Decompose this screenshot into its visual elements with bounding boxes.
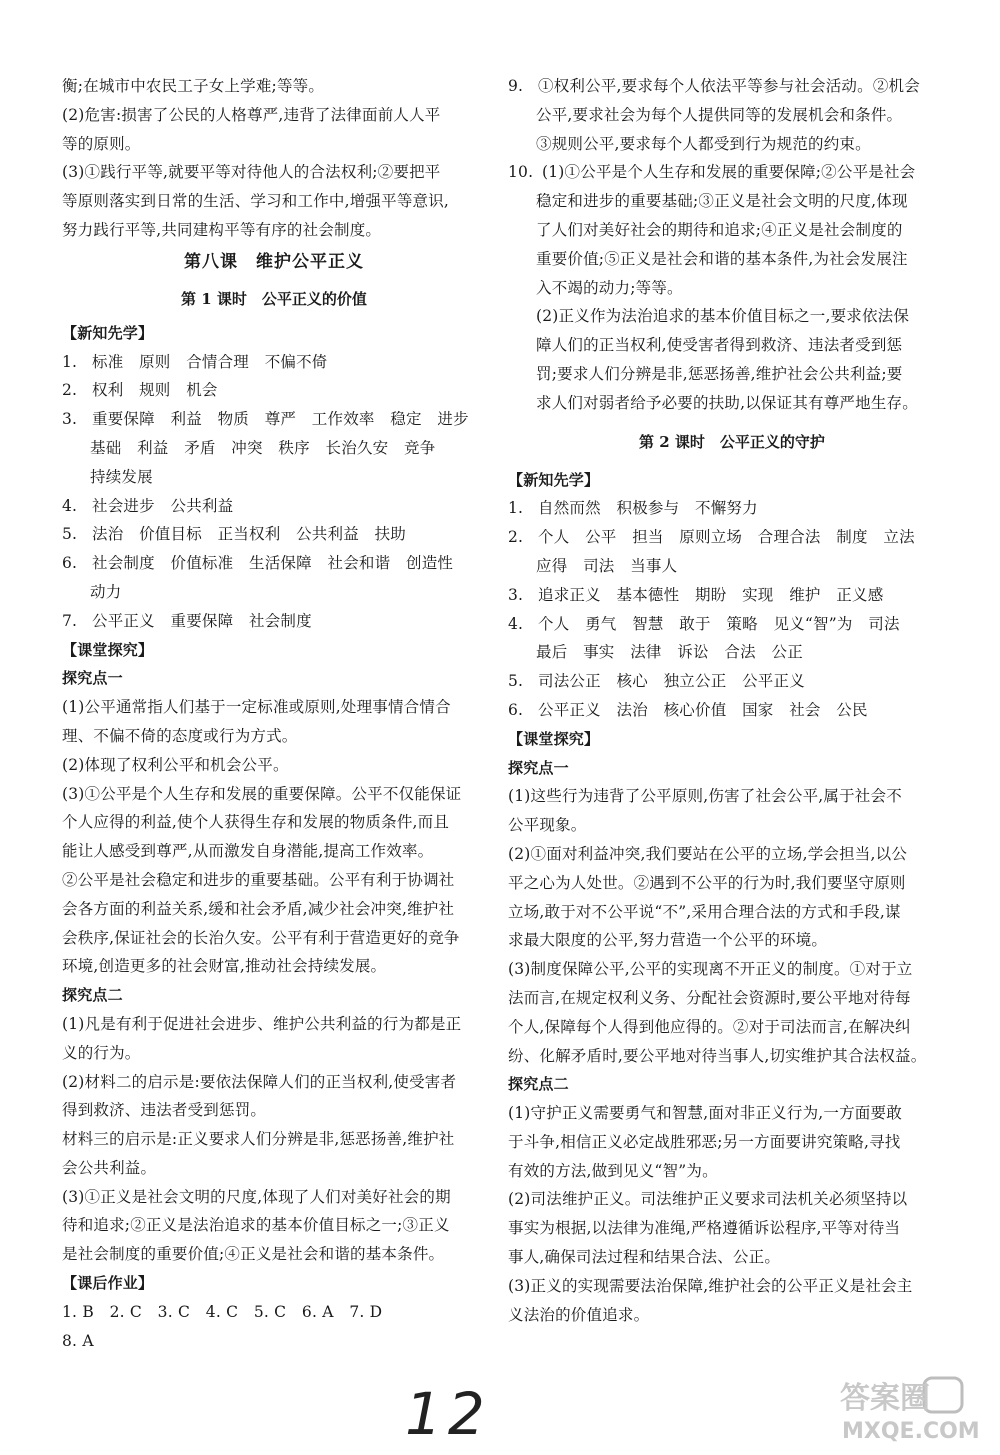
item-continuation: 应得 司法 当事人 xyxy=(536,556,678,575)
item-number: 2. xyxy=(508,528,524,547)
watermark-logo xyxy=(832,1374,982,1446)
section-title: 第 2 课时 公平正义的守护 xyxy=(639,432,825,451)
text-line: (3)①公平是个人生存和发展的重要保障。公平不仅能保证 xyxy=(62,784,462,803)
answer-line xyxy=(62,549,486,578)
item-continuation: 基础 利益 矛盾 冲突 秩序 长治久安 竞争 xyxy=(90,438,436,457)
text-line: (1)公平通常指人们基于一定标准或原则,处理事情合情合 xyxy=(62,698,451,717)
text-line: 法而言,在规定权利义务、分配社会资源时,要公平地对待每 xyxy=(508,988,911,1007)
item-number: 4. xyxy=(508,614,524,633)
text-line: 理、不偏不倚的态度或行为方式。 xyxy=(62,726,298,745)
watermark-url: MXQE.COM xyxy=(842,1419,980,1444)
item-number: 5. xyxy=(62,525,78,544)
text-line: 会公共利益。 xyxy=(62,1158,157,1177)
subsection-heading: 探究点二 xyxy=(62,986,123,1005)
text-line: (2)危害:损害了公民的人格尊严,违背了法律面前人人平 xyxy=(62,105,441,124)
answer-line xyxy=(62,492,486,521)
text-line: 努力践行平等,共同建构平等有序的社会制度。 xyxy=(62,220,382,239)
item-text: 法治 价值目标 正当权利 公共利益 扶助 xyxy=(92,525,407,544)
item-continuation: 持续发展 xyxy=(90,467,153,486)
handwritten-page-number: 12 xyxy=(405,1380,491,1448)
item-continuation: 了人们对美好社会的期待和追求;④正义是社会制度的 xyxy=(536,220,903,239)
answer-line xyxy=(62,348,486,377)
text-line: (3)正义的实现需要法治保障,维护社会的公平正义是社会主 xyxy=(508,1276,913,1295)
watermark-brand: 答案圈 xyxy=(840,1381,930,1416)
item-number: 6. xyxy=(62,554,78,573)
text-line: 得到救济、违法者受到惩罚。 xyxy=(62,1101,267,1120)
text-line: 等原则落实到日常的生活、学习和工作中,增强平等意识, xyxy=(62,192,450,211)
text-line: (3)①践行平等,就要平等对待他人的合法权利;②要把平 xyxy=(62,163,441,182)
text-line: 公平现象。 xyxy=(508,816,587,835)
item-continuation: 最后 事实 法律 诉讼 合法 公正 xyxy=(536,643,803,662)
answer-line xyxy=(508,581,956,610)
text-line: (1)这些行为违背了公平原则,伤害了社会公平,属于社会不 xyxy=(508,787,902,806)
text-line: 是社会制度的重要价值;④正义是社会和谐的基本条件。 xyxy=(62,1245,445,1264)
text-line: 纷、化解矛盾时,要公平地对待当事人,切实维护其合法权益。 xyxy=(508,1046,927,1065)
text-line: (3)①正义是社会文明的尺度,体现了人们对美好社会的期 xyxy=(62,1187,451,1206)
lesson-title: 第八课 维护公平正义 xyxy=(184,251,364,272)
item-text: 权利 规则 机会 xyxy=(92,381,218,400)
text-line: 会秩序,保证社会的长治久安。公平有利于营造更好的竞争 xyxy=(62,928,460,947)
text-line: 义的行为。 xyxy=(62,1043,141,1062)
item-continuation: ③规则公平,要求每个人都受到行为规范的约束。 xyxy=(536,134,871,153)
answer-line xyxy=(508,494,956,523)
item-text: 追求正义 基本德性 期盼 实现 维护 正义感 xyxy=(538,585,884,604)
text-line: 待和追求;②正义是法治追求的基本价值目标之一;③正义 xyxy=(62,1216,450,1235)
answer-line xyxy=(508,72,956,101)
item-text: (1)①公平是个人生存和发展的重要保障;②公平是社会 xyxy=(542,163,916,182)
item-continuation: 公平,要求社会为每个人提供同等的发展机会和条件。 xyxy=(536,105,903,124)
item-text: 重要保障 利益 物质 尊严 工作效率 稳定 进步 xyxy=(92,410,469,429)
text-line: 能让人感受到尊严,从而激发自身潜能,提高工作效率。 xyxy=(62,842,434,861)
item-continuation: 罚;要求人们分辨是非,惩恶扬善,维护社会公共利益;要 xyxy=(536,364,903,383)
item-continuation: 障人们的正当权利,使受害者得到救济、违法者受到惩 xyxy=(536,336,903,355)
right-column xyxy=(508,72,956,1329)
item-text: 社会制度 价值标准 生活保障 社会和谐 创造性 xyxy=(92,554,454,573)
answer-line xyxy=(62,607,486,636)
answer-key-line: 8. A xyxy=(62,1331,94,1350)
item-text: 个人 勇气 智慧 敢于 策略 见义“智”为 司法 xyxy=(538,614,900,633)
section-heading: 【新知先学】 xyxy=(508,470,600,489)
text-line: 于斗争,相信正义必定战胜邪恶;另一方面要讲究策略,寻找 xyxy=(508,1132,901,1151)
subsection-heading: 探究点一 xyxy=(508,758,569,777)
item-number: 7. xyxy=(62,611,78,630)
item-number: 4. xyxy=(62,496,78,515)
text-line: 个人,保障每个人得到他应得的。②对于司法而言,在解决纠 xyxy=(508,1017,911,1036)
item-text: 个人 公平 担当 原则立场 合理合法 制度 立法 xyxy=(538,528,915,547)
text-line: 材料三的启示是:正义要求人们分辨是非,惩恶扬善,维护社 xyxy=(62,1130,455,1149)
text-line: (1)凡是有利于促进社会进步、维护公共利益的行为都是正 xyxy=(62,1014,462,1033)
item-text: 标准 原则 合情合理 不偏不倚 xyxy=(92,352,328,371)
item-text: 自然而然 积极参与 不懈努力 xyxy=(538,499,758,518)
text-line: (3)制度保障公平,公平的实现离不开正义的制度。①对于立 xyxy=(508,960,913,979)
item-continuation: 动力 xyxy=(90,582,122,601)
item-text: 公平正义 法治 核心价值 国家 社会 公民 xyxy=(538,700,868,719)
answer-line xyxy=(62,520,486,549)
text-line: 会各方面的利益关系,缓和社会矛盾,减少社会冲突,维护社 xyxy=(62,899,455,918)
watermark-logo-graphic xyxy=(832,1374,982,1446)
text-line: (1)守护正义需要勇气和智慧,面对非正义行为,一方面要敢 xyxy=(508,1104,902,1123)
text-line: 立场,敢于对不公平说“不”,采用合理合法的方式和手段,谋 xyxy=(508,902,901,921)
item-continuation: 入不竭的动力;等等。 xyxy=(536,278,683,297)
text-line: (2)材料二的启示是:要依法保障人们的正当权利,使受害者 xyxy=(62,1072,457,1091)
section-heading: 【新知先学】 xyxy=(62,323,154,342)
text-line: ②公平是社会稳定和进步的重要基础。公平有利于协调社 xyxy=(62,870,455,889)
text-line: 求最大限度的公平,努力营造一个公平的环境。 xyxy=(508,931,828,950)
answer-key-line: 1. B 2. C 3. C 4. C 5. C 6. A 7. D xyxy=(62,1302,383,1321)
item-text: 社会进步 公共利益 xyxy=(92,496,234,515)
left-column xyxy=(62,72,486,1355)
item-continuation: (2)正义作为法治追求的基本价值目标之一,要求依法保 xyxy=(536,307,910,326)
text-line: (2)司法维护正义。司法维护正义要求司法机关必须坚持以 xyxy=(508,1190,908,1209)
answer-line xyxy=(508,523,956,552)
subsection-heading: 探究点一 xyxy=(62,669,123,688)
item-number: 3. xyxy=(508,585,524,604)
text-line: (2)①面对利益冲突,我们要站在公平的立场,学会担当,以公 xyxy=(508,844,908,863)
item-number: 10. xyxy=(508,163,534,182)
section-title: 第 1 课时 公平正义的价值 xyxy=(181,289,367,308)
text-line: 事实为根据,以法律为准绳,严格遵循诉讼程序,平等对待当 xyxy=(508,1219,901,1238)
item-text: 司法公正 核心 独立公正 公平正义 xyxy=(538,672,805,691)
item-continuation: 重要价值;⑤正义是社会和谐的基本条件,为社会发展注 xyxy=(536,249,908,268)
item-number: 2. xyxy=(62,381,78,400)
answer-line xyxy=(508,610,956,639)
text-line: 事人,确保司法过程和结果合法、公正。 xyxy=(508,1248,781,1267)
item-text: 公平正义 重要保障 社会制度 xyxy=(92,611,312,630)
text-line: 衡;在城市中农民工子女上学难;等等。 xyxy=(62,77,325,95)
text-line: (2)体现了权利公平和机会公平。 xyxy=(62,755,289,774)
text-line: 环境,创造更多的社会财富,推动社会持续发展。 xyxy=(62,957,387,976)
subsection-heading: 探究点二 xyxy=(508,1075,569,1094)
item-continuation: 求人们对弱者给予必要的扶助,以保证其有尊严地生存。 xyxy=(536,393,918,412)
section-heading: 【课堂探究】 xyxy=(62,640,154,659)
answer-line xyxy=(62,376,486,405)
text-line: 有效的方法,做到见义“智”为。 xyxy=(508,1161,718,1180)
answer-line xyxy=(508,696,956,725)
section-heading: 【课后作业】 xyxy=(62,1274,154,1293)
item-number: 6. xyxy=(508,700,524,719)
item-number: 9. xyxy=(508,77,524,95)
item-continuation: 稳定和进步的重要基础;③正义是社会文明的尺度,体现 xyxy=(536,192,908,211)
answer-line xyxy=(508,667,956,696)
item-text: ①权利公平,要求每个人依法平等参与社会活动。②机会 xyxy=(538,77,920,95)
section-heading: 【课堂探究】 xyxy=(508,729,600,748)
text-line: 等的原则。 xyxy=(62,134,141,153)
answer-line xyxy=(62,405,486,434)
item-number: 5. xyxy=(508,672,524,691)
text-line: 义法治的价值追求。 xyxy=(508,1305,650,1324)
item-number: 3. xyxy=(62,410,78,429)
answer-line xyxy=(508,158,956,187)
item-number: 1. xyxy=(508,499,524,518)
text-line: 平之心为人处世。②遇到不公平的行为时,我们要坚守原则 xyxy=(508,873,906,892)
item-number: 1. xyxy=(62,352,78,371)
text-line: 个人应得的利益,使个人获得生存和发展的物质条件,而且 xyxy=(62,813,450,832)
